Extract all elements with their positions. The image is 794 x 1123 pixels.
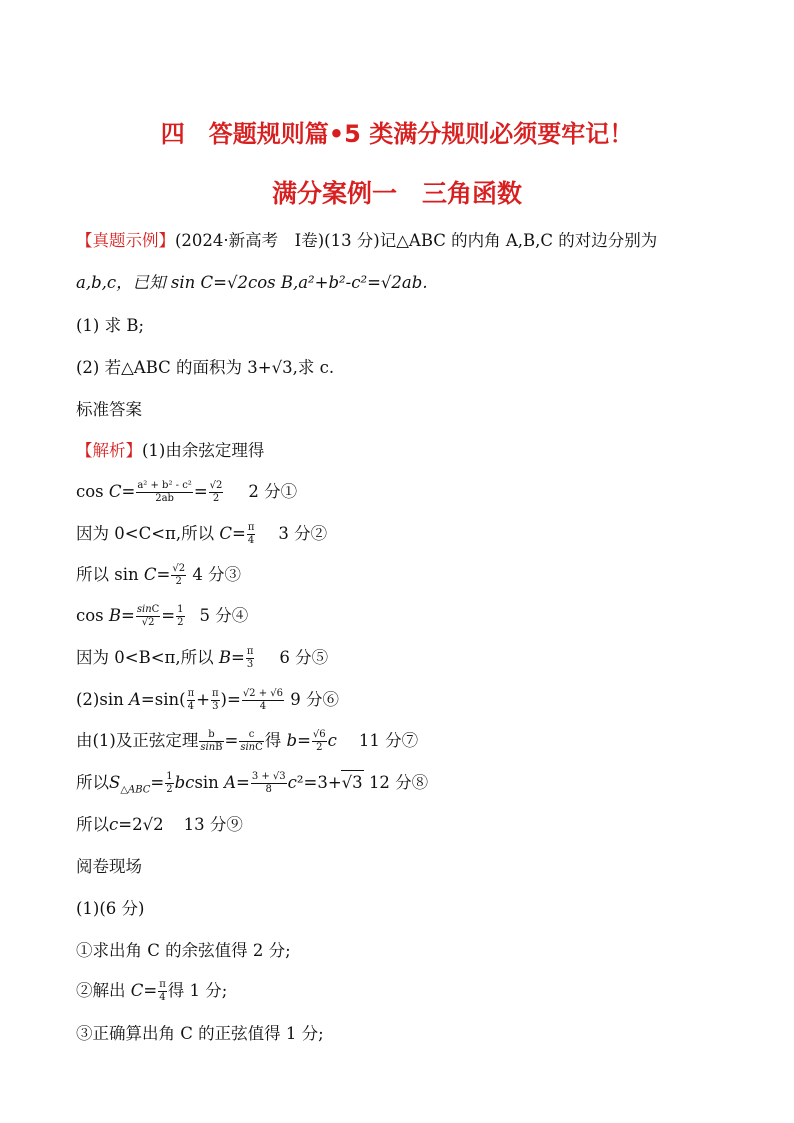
score-label: 6 分⑤ — [279, 648, 329, 667]
analysis-intro-text: (1)由余弦定理得 — [142, 441, 265, 460]
step-8: 所以$S_{\triangle ABC}=$ $\frac{1}{2}$ bcsin A= $\frac{3 + √3}{8}$ c²=3+√3 12 分⑧ — [76, 771, 429, 796]
fraction: $\frac{c}{\sin C}$ — [240, 729, 263, 753]
question-1: (1) 求 B; — [76, 316, 145, 335]
example-line-2: a,b,c，已知 sin C=√2cos B,a²+b²-c²=√2ab. — [76, 273, 428, 292]
standard-answer-heading: 标准答案 — [76, 400, 142, 419]
grading-rule-3: ③正确算出角 C 的正弦值得 1 分; — [76, 1024, 324, 1043]
fraction: $\frac{3 + √3}{8}$ — [251, 771, 286, 795]
fraction: $\frac{\pi}{3}$ — [211, 688, 219, 712]
fraction: $\frac{\text{a² + b² - c²}}{2ab}$ — [137, 480, 192, 504]
fraction: $\frac{\pi}{4}$ — [247, 522, 255, 546]
step-text: 因为 0<C<π,所以 — [76, 524, 215, 543]
step-4: cos B= $\frac{\sin C}{√2}$ = $\frac{1}{2}$ 5 分④ — [76, 604, 249, 628]
score-label: 11 分⑦ — [358, 731, 419, 750]
score-label: 12 分⑧ — [368, 773, 429, 792]
fraction: $\frac{\pi}{3}$ — [246, 646, 254, 670]
score-label: 4 分③ — [192, 565, 242, 584]
grading-heading: 阅卷现场 — [76, 857, 142, 876]
step-text: 所以 sin — [76, 565, 139, 584]
example-tag: 【真题示例】 — [76, 231, 175, 250]
fraction: $\frac{√2}{2}$ — [209, 480, 223, 504]
step-6: (2)sin A=sin( $\frac{\pi}{4}$ + $\frac{\pi}{3}$ )= $\frac{√2 + √6}{4}$ 9 分⑥ — [76, 688, 340, 712]
step-3: 所以 sin C= $\frac{√2}{2}$ 4 分③ — [76, 563, 242, 587]
grading-part: (1)(6 分) — [76, 899, 145, 918]
example-line-1 — [76, 229, 657, 253]
fraction: $\frac{√6}{2}$ — [312, 729, 326, 753]
score-label: 9 分⑥ — [290, 690, 340, 709]
fraction: $\frac{\pi}{4}$ — [159, 979, 166, 1003]
section-title: 四 答题规则篇•5 类满分规则必须要牢记！ — [160, 120, 634, 148]
fraction: $\frac{b}{\sin B}$ — [200, 729, 223, 753]
step-text: 因为 0<B<π,所以 — [76, 648, 214, 667]
step-text: (2)sin — [76, 690, 124, 709]
fraction: $\frac{√2 + √6}{4}$ — [242, 688, 284, 712]
step-text: 所以 — [76, 773, 109, 792]
fraction: $\frac{\pi}{4}$ — [187, 688, 195, 712]
grading-rule-2: ②解出 C= $\frac{\pi}{4}$ 得 1 分; — [76, 979, 228, 1003]
grading-rule-1: ①求出角 C 的余弦值得 2 分; — [76, 941, 291, 960]
case-title: 满分案例一 三角函数 — [271, 179, 522, 208]
step-9: 所以c=2√2 13 分⑨ — [76, 815, 243, 834]
example-text-1: (2024·新高考 Ⅰ卷)(13 分)记△ABC 的内角 A,B,C 的对边分别为 — [175, 231, 658, 250]
step-text: 由(1)及正弦定理 — [76, 731, 199, 750]
analysis-tag: 【解析】 — [76, 441, 142, 460]
step-2: 因为 0<C<π,所以 C= $\frac{\pi}{4}$ 3 分② — [76, 522, 328, 546]
rule-text: ②解出 — [76, 981, 126, 1000]
score-label: 5 分④ — [199, 606, 249, 625]
step-text: 得 — [264, 731, 282, 750]
fraction: $\frac{1}{2}$ — [177, 604, 184, 628]
score-label: 3 分② — [278, 524, 328, 543]
step-7: 由(1)及正弦定理 $\frac{b}{\sin B}$ = $\frac{c}{\sin C}$ 得 b= $\frac{√6}{2}$ c 11 分⑦ — [76, 729, 419, 753]
fraction: $\frac{√2}{2}$ — [172, 563, 186, 587]
score-label: 13 分⑨ — [183, 815, 243, 834]
analysis-intro — [76, 439, 264, 463]
question-2: (2) 若△ABC 的面积为 3+√3,求 c. — [76, 358, 335, 377]
score-label: 2 分① — [248, 482, 298, 501]
fraction: $\frac{\sin C}{√2}$ — [136, 604, 160, 628]
step-text: 所以 — [76, 815, 109, 834]
step-1: cos C= $\frac{\text{a² + b² - c²}}{2ab}$ = $\frac{√2}{2}$ 2 分① — [76, 480, 298, 504]
rule-text: 得 1 分; — [167, 981, 228, 1000]
fraction: $\frac{1}{2}$ — [166, 771, 173, 795]
step-5: 因为 0<B<π,所以 B= $\frac{\pi}{3}$ 6 分⑤ — [76, 646, 329, 670]
